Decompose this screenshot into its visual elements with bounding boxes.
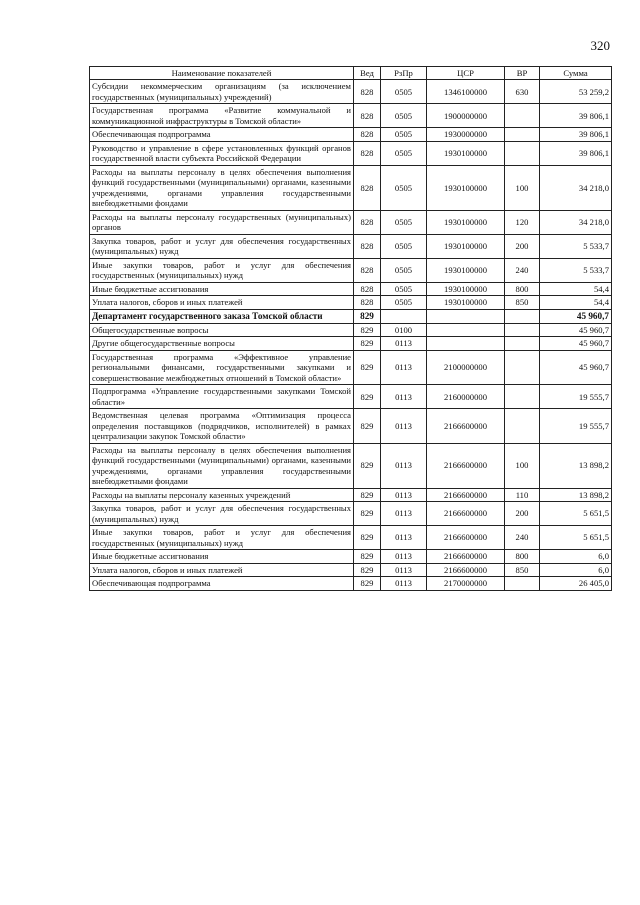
row-ved-cell: 828 — [354, 128, 381, 141]
table-row — [90, 258, 612, 282]
row-ved-cell: 829 — [354, 385, 381, 409]
table-row — [90, 309, 612, 323]
table-row — [90, 502, 612, 526]
row-name-cell: Уплата налогов, сборов и иных платежей — [90, 563, 354, 576]
row-ved-cell: 829 — [354, 563, 381, 576]
table-row — [90, 350, 612, 384]
row-rzpr-cell: 0113 — [381, 563, 427, 576]
budget-table — [89, 66, 612, 591]
row-name-cell: Иные закупки товаров, работ и услуг для обеспечения государственных (муниципальных) нужд — [90, 526, 354, 550]
row-sum-cell: 34 218,0 — [540, 210, 612, 234]
row-sum-cell: 5 533,7 — [540, 234, 612, 258]
row-vr-cell: 110 — [505, 488, 540, 501]
header-csr: ЦСР — [427, 67, 505, 80]
row-rzpr-cell: 0505 — [381, 128, 427, 141]
header-name: Наименование показателей — [90, 67, 354, 80]
row-csr-cell: 1900000000 — [427, 104, 505, 128]
row-rzpr-cell: 0505 — [381, 104, 427, 128]
row-vr-cell — [505, 577, 540, 590]
row-sum-cell: 45 960,7 — [540, 337, 612, 350]
row-ved-cell: 829 — [354, 337, 381, 350]
row-name-cell: Уплата налогов, сборов и иных платежей — [90, 296, 354, 309]
row-sum-cell: 54,4 — [540, 282, 612, 295]
row-vr-cell: 850 — [505, 563, 540, 576]
row-name-cell: Закупка товаров, работ и услуг для обеспечения государственных (муниципальных) нужд — [90, 502, 354, 526]
row-vr-cell: 100 — [505, 443, 540, 488]
row-name-cell: Расходы на выплаты персоналу казенных учреждений — [90, 488, 354, 501]
row-ved-cell: 829 — [354, 502, 381, 526]
row-name-cell: Обеспечивающая подпрограмма — [90, 577, 354, 590]
row-csr-cell: 1930100000 — [427, 258, 505, 282]
row-rzpr-cell: 0113 — [381, 409, 427, 443]
row-rzpr-cell: 0505 — [381, 141, 427, 165]
header-ved: Вед — [354, 67, 381, 80]
row-vr-cell — [505, 309, 540, 323]
row-name-cell: Обеспечивающая подпрограмма — [90, 128, 354, 141]
row-ved-cell: 828 — [354, 165, 381, 210]
row-name-cell: Ведомственная целевая программа «Оптимизация процесса определения поставщиков (подрядчиков, исполнителей) в рамках централизации закупок Томской области» — [90, 409, 354, 443]
row-name-cell: Субсидии некоммерческим организациям (за исключением государственных (муниципальных) учреждений) — [90, 80, 354, 104]
row-rzpr-cell: 0505 — [381, 282, 427, 295]
row-sum-cell: 39 806,1 — [540, 141, 612, 165]
page-number: 320 — [590, 38, 610, 53]
table-row — [90, 488, 612, 501]
row-rzpr-cell: 0113 — [381, 350, 427, 384]
row-csr-cell: 2166600000 — [427, 502, 505, 526]
row-vr-cell: 800 — [505, 550, 540, 563]
row-ved-cell: 829 — [354, 526, 381, 550]
header-rzpr: РзПр — [381, 67, 427, 80]
table-row — [90, 337, 612, 350]
row-rzpr-cell: 0113 — [381, 526, 427, 550]
row-sum-cell: 26 405,0 — [540, 577, 612, 590]
row-csr-cell: 2166600000 — [427, 563, 505, 576]
table-row — [90, 577, 612, 590]
row-name-cell: Закупка товаров, работ и услуг для обеспечения государственных (муниципальных) нужд — [90, 234, 354, 258]
row-sum-cell: 13 898,2 — [540, 488, 612, 501]
header-vr: ВР — [505, 67, 540, 80]
row-vr-cell — [505, 104, 540, 128]
row-ved-cell: 829 — [354, 443, 381, 488]
table-row — [90, 141, 612, 165]
row-name-cell: Государственная программа «Развитие коммунальной и коммуникационной инфраструктуры в Томской области» — [90, 104, 354, 128]
row-csr-cell: 1346100000 — [427, 80, 505, 104]
row-csr-cell: 1930100000 — [427, 282, 505, 295]
row-ved-cell: 828 — [354, 282, 381, 295]
row-csr-cell — [427, 323, 505, 336]
row-rzpr-cell: 0113 — [381, 550, 427, 563]
row-ved-cell: 828 — [354, 104, 381, 128]
row-name-cell: Государственная программа «Эффективное управление региональными финансами, государственными закупками и совершенствование межбюджетных отношений в Томской области» — [90, 350, 354, 384]
row-name-cell: Расходы на выплаты персоналу государственных (муниципальных) органов — [90, 210, 354, 234]
table-row — [90, 563, 612, 576]
row-sum-cell: 45 960,7 — [540, 323, 612, 336]
row-sum-cell: 39 806,1 — [540, 128, 612, 141]
row-sum-cell: 45 960,7 — [540, 309, 612, 323]
row-name-cell: Руководство и управление в сфере установленных функций органов государственной власти субъекта Российской Федерации — [90, 141, 354, 165]
row-csr-cell — [427, 337, 505, 350]
row-vr-cell — [505, 385, 540, 409]
row-ved-cell: 829 — [354, 577, 381, 590]
row-ved-cell: 829 — [354, 323, 381, 336]
table-row — [90, 526, 612, 550]
row-ved-cell: 828 — [354, 234, 381, 258]
row-csr-cell: 2166600000 — [427, 526, 505, 550]
row-ved-cell: 828 — [354, 258, 381, 282]
row-rzpr-cell: 0113 — [381, 577, 427, 590]
header-sum: Сумма — [540, 67, 612, 80]
row-sum-cell: 53 259,2 — [540, 80, 612, 104]
row-vr-cell: 240 — [505, 258, 540, 282]
row-name-cell: Общегосударственные вопросы — [90, 323, 354, 336]
row-sum-cell: 5 651,5 — [540, 502, 612, 526]
row-rzpr-cell: 0113 — [381, 385, 427, 409]
row-rzpr-cell: 0100 — [381, 323, 427, 336]
row-ved-cell: 828 — [354, 210, 381, 234]
row-ved-cell: 829 — [354, 488, 381, 501]
row-vr-cell: 630 — [505, 80, 540, 104]
table-row — [90, 385, 612, 409]
row-name-cell: Департамент государственного заказа Томской области — [90, 309, 354, 323]
row-sum-cell: 39 806,1 — [540, 104, 612, 128]
row-vr-cell: 240 — [505, 526, 540, 550]
row-csr-cell: 1930100000 — [427, 141, 505, 165]
row-name-cell: Другие общегосударственные вопросы — [90, 337, 354, 350]
row-ved-cell: 829 — [354, 350, 381, 384]
row-rzpr-cell: 0505 — [381, 80, 427, 104]
row-sum-cell: 6,0 — [540, 563, 612, 576]
row-ved-cell: 828 — [354, 141, 381, 165]
row-rzpr-cell — [381, 309, 427, 323]
row-name-cell: Иные закупки товаров, работ и услуг для обеспечения государственных (муниципальных) нужд — [90, 258, 354, 282]
row-vr-cell — [505, 141, 540, 165]
row-vr-cell: 850 — [505, 296, 540, 309]
row-csr-cell: 2170000000 — [427, 577, 505, 590]
table-row — [90, 104, 612, 128]
row-ved-cell: 828 — [354, 296, 381, 309]
row-sum-cell: 54,4 — [540, 296, 612, 309]
row-name-cell: Расходы на выплаты персоналу в целях обеспечения выполнения функций государственными (муниципальными) органами, казенными учреждениями, органами управления государственными внебюджетными фондами — [90, 165, 354, 210]
table-row — [90, 80, 612, 104]
row-sum-cell: 13 898,2 — [540, 443, 612, 488]
table-row — [90, 443, 612, 488]
row-ved-cell: 829 — [354, 409, 381, 443]
row-rzpr-cell: 0113 — [381, 488, 427, 501]
row-vr-cell: 100 — [505, 165, 540, 210]
row-ved-cell: 828 — [354, 80, 381, 104]
row-rzpr-cell: 0505 — [381, 258, 427, 282]
row-csr-cell: 2166600000 — [427, 488, 505, 501]
row-sum-cell: 19 555,7 — [540, 409, 612, 443]
row-vr-cell — [505, 409, 540, 443]
row-csr-cell: 1930000000 — [427, 128, 505, 141]
row-csr-cell — [427, 309, 505, 323]
row-name-cell: Подпрограмма «Управление государственными закупками Томской области» — [90, 385, 354, 409]
row-rzpr-cell: 0505 — [381, 234, 427, 258]
row-name-cell: Иные бюджетные ассигнования — [90, 282, 354, 295]
row-csr-cell: 2100000000 — [427, 350, 505, 384]
row-csr-cell: 2166600000 — [427, 550, 505, 563]
table-row — [90, 296, 612, 309]
row-csr-cell: 2166600000 — [427, 443, 505, 488]
row-rzpr-cell: 0113 — [381, 337, 427, 350]
row-vr-cell: 120 — [505, 210, 540, 234]
row-sum-cell: 5 533,7 — [540, 258, 612, 282]
row-vr-cell — [505, 337, 540, 350]
table-header-row — [90, 67, 612, 80]
row-csr-cell: 2160000000 — [427, 385, 505, 409]
row-csr-cell: 1930100000 — [427, 296, 505, 309]
row-sum-cell: 45 960,7 — [540, 350, 612, 384]
row-csr-cell: 1930100000 — [427, 165, 505, 210]
table-row — [90, 282, 612, 295]
row-vr-cell: 200 — [505, 502, 540, 526]
row-rzpr-cell: 0113 — [381, 502, 427, 526]
row-vr-cell: 200 — [505, 234, 540, 258]
row-rzpr-cell: 0505 — [381, 210, 427, 234]
row-rzpr-cell: 0505 — [381, 165, 427, 210]
row-sum-cell: 5 651,5 — [540, 526, 612, 550]
row-vr-cell — [505, 323, 540, 336]
row-rzpr-cell: 0113 — [381, 443, 427, 488]
table-row — [90, 210, 612, 234]
row-rzpr-cell: 0505 — [381, 296, 427, 309]
table-row — [90, 409, 612, 443]
row-csr-cell: 2166600000 — [427, 409, 505, 443]
row-ved-cell: 829 — [354, 309, 381, 323]
row-name-cell: Иные бюджетные ассигнования — [90, 550, 354, 563]
table-row — [90, 550, 612, 563]
row-name-cell: Расходы на выплаты персоналу в целях обеспечения выполнения функций государственными (муниципальными) органами, казенными учреждениями, органами управления государственными внебюджетными фондами — [90, 443, 354, 488]
table-row — [90, 128, 612, 141]
row-sum-cell: 6,0 — [540, 550, 612, 563]
row-vr-cell — [505, 128, 540, 141]
table-row — [90, 234, 612, 258]
row-ved-cell: 829 — [354, 550, 381, 563]
row-vr-cell: 800 — [505, 282, 540, 295]
row-vr-cell — [505, 350, 540, 384]
row-csr-cell: 1930100000 — [427, 210, 505, 234]
table-row — [90, 165, 612, 210]
row-csr-cell: 1930100000 — [427, 234, 505, 258]
row-sum-cell: 34 218,0 — [540, 165, 612, 210]
table-row — [90, 323, 612, 336]
row-sum-cell: 19 555,7 — [540, 385, 612, 409]
table-body — [90, 80, 612, 590]
